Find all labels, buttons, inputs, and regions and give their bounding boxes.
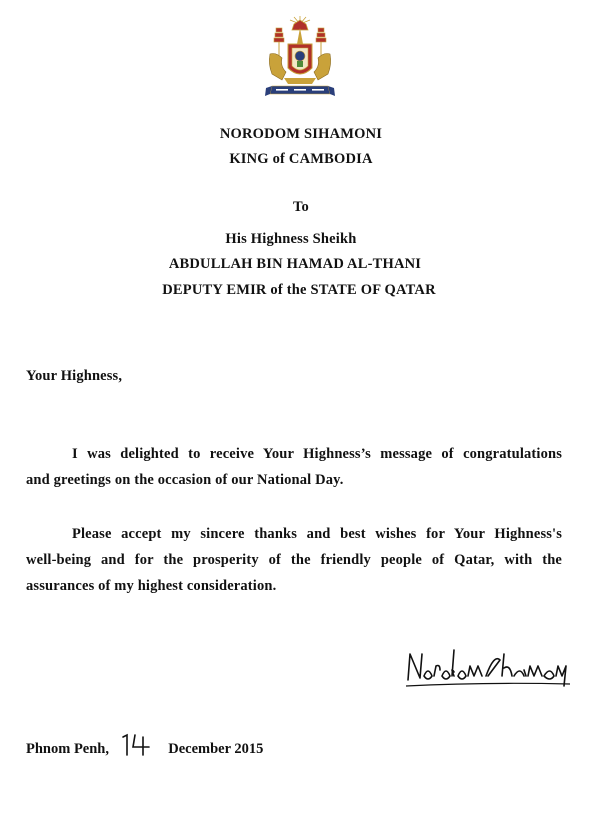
date-month-year: December 2015 [168, 741, 264, 757]
place-and-date [26, 737, 263, 759]
addressee-name: ABDULLAH BIN HAMAD AL-THANI [168, 256, 422, 272]
addressee-position: DEPUTY EMIR of the STATE OF QATAR [162, 282, 436, 298]
handwritten-signature [404, 646, 572, 690]
body-paragraph-2 [26, 521, 562, 599]
handwritten-day [119, 737, 163, 759]
paragraph-line: and greetings on the occasion of our National Day. [26, 472, 344, 488]
addressee-to: To [293, 199, 309, 215]
paragraph-line: assurances of my highest consideration. [26, 578, 277, 594]
paragraph-line: well-being and for the prosperity of the friendly people of Qatar, with the [26, 552, 562, 568]
paragraph-line: I was delighted to receive Your Highness’s message of congratulations [72, 446, 562, 462]
addressee-honorific: His Highness Sheikh [225, 231, 357, 247]
royal-crest-emblem [264, 14, 336, 100]
sender-title: KING of CAMBODIA [229, 151, 373, 167]
body-paragraph-1 [26, 441, 562, 493]
place-label: Phnom Penh, [26, 741, 109, 757]
sender-name: NORODOM SIHAMONI [219, 126, 383, 142]
salutation: Your Highness, [26, 368, 123, 384]
paragraph-line: Please accept my sincere thanks and best wishes for Your Highness's [72, 526, 562, 542]
